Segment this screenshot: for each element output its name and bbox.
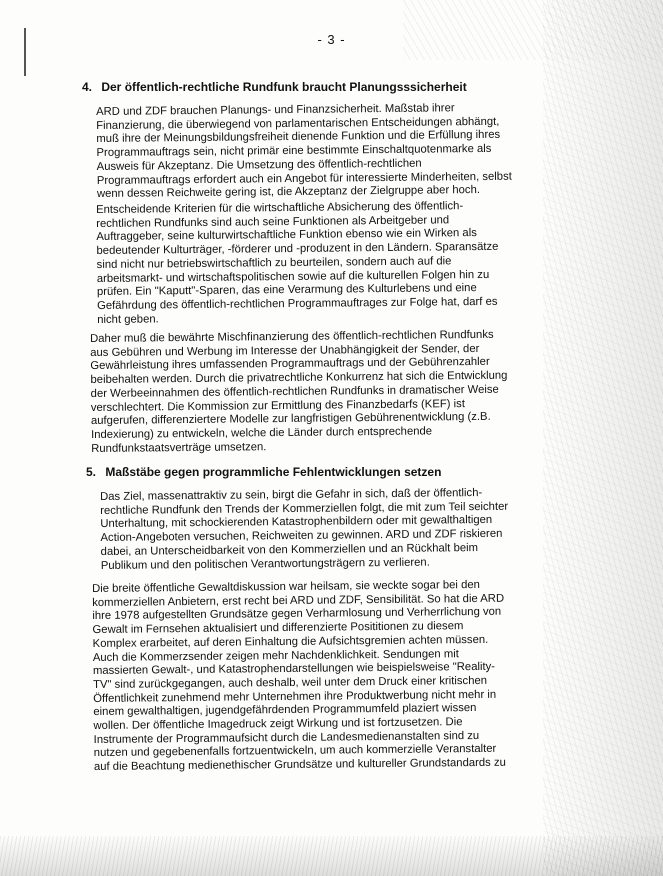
- section-5-paragraph-2: [92, 579, 506, 775]
- text-line: wollen. Der öffentliche Imagedruck zeigt Wirkung und ist fortzusetzen. Die: [93, 716, 463, 733]
- scan-noise-right: [543, 0, 663, 876]
- text-line: arbeitsmarkt- und wirtschaftspolitischen sowie auf die kulturellen Folgen hin zu: [96, 268, 490, 285]
- text-line: dabei, an Unterscheidbarkeit von den Kommerziellen und an Rückhalt beim: [100, 541, 479, 558]
- section-5-heading: [86, 465, 441, 480]
- page-number: - 3 -: [317, 32, 346, 47]
- text-line: beibehalten werden. Durch die privatrechtliche Konkurrenz hat sich die Entwicklung: [90, 369, 508, 387]
- section-4-paragraph-2: [96, 200, 499, 328]
- text-line: Entscheidende Kriterien für die wirtschaftliche Absicherung des öffentlich-: [96, 200, 464, 216]
- text-line: Öffentlichkeit zunehmend mehr Unternehmen ihre Produktwerbung nicht mehr in: [93, 688, 497, 705]
- text-line: nutzen und gegebenenfalls fortzuentwickeln, um auch kommerzielle Veranstalter: [93, 743, 497, 760]
- text-line: Ausweis für Akzeptanz. Die Umsetzung des öffentlich-rechtlichen: [96, 157, 422, 173]
- text-line: Programmauftrags sein, nicht primär eine bestimmte Einschaltquotenmarke als: [96, 142, 492, 160]
- text-line: verschlechtert. Die Kommission zur Ermittlung des Finanzbedarfs (KEF) ist: [90, 397, 466, 414]
- text-line: Daher muß die bewährte Mischfinanzierung des öffentlich-rechtlichen Rundfunks: [90, 328, 494, 345]
- text-line: Gefährdung des öffentlich-rechtlichen Programmauftrages zur Folge hat, darf es: [97, 295, 498, 312]
- text-line: Gewalt im Fernsehen aktualisiert und differenzierte Posititionen zu diesem: [92, 620, 464, 637]
- text-line: prüfen. Ein "Kaputt"-Sparen, das eine Verarmung des Kulturlebens und eine: [96, 282, 477, 299]
- text-line: muß ihre der Meinungsbildungsfreiheit dienende Funktion und die Erfüllung ihres: [96, 129, 501, 146]
- text-line: TV" sind zurückgegangen, auch deshalb, weil unter dem Druck einer kritischen: [93, 674, 488, 691]
- text-line: rechtliche Rundfunk den Trends der Kommerziellen folgt, die mit zum Teil seichter: [100, 500, 509, 517]
- scan-noise-top: [403, 0, 663, 60]
- text-line: ihre 1978 aufgestellten Grundsätze gegen Verharmlosung und Verherrlichung von: [92, 606, 502, 623]
- text-line: ARD und ZDF brauchen Planungs- und Finanzsicherheit. Maßstab ihrer: [96, 102, 455, 118]
- text-line: bedeutender Kulturträger, -förderer und -produzent in den Ländern. Sparansätze: [96, 240, 499, 258]
- section-4-title: Der öffentlich-rechtliche Rundfunk braucht Planungsssicherheit: [101, 80, 467, 94]
- text-line: Publikum und den politischen Verantwortungsträgern zu verlieren.: [100, 556, 430, 572]
- text-line: Unterhaltung, mit schockierenden Katastrophenbildern oder mit gewalthaltigen: [100, 514, 493, 531]
- text-line: Auch die Kommerzsender zeigen mehr Nachdenklichkeit. Sendungen mit: [92, 647, 459, 664]
- section-4-heading: [82, 80, 467, 95]
- text-line: Instrumente der Programmaufsicht durch die Landesmedienanstalten sind zu: [93, 729, 480, 746]
- scan-noise-bottom: [0, 836, 663, 876]
- text-line: auf die Beachtung medienethischer Grundsätze und kultureller Grundstandards zu: [93, 756, 506, 774]
- section-5-paragraph-1: [100, 487, 509, 573]
- text-line: Komplex erarbeitet, auf deren Einhaltung die Aufsichtsgremien achten müssen.: [92, 633, 489, 650]
- text-line: Finanzierung, die überwiegend von parlamentarischen Entscheidungen abhängt,: [96, 115, 500, 132]
- section-4-paragraph-3: [90, 329, 508, 457]
- text-line: Das Ziel, massenattraktiv zu sein, birgt die Gefahr in sich, daß der öffentlich-: [100, 486, 483, 503]
- text-line: Action-Angeboten versuchen, Reichweiten zu gewinnen. ARD und ZDF riskieren: [100, 527, 503, 545]
- text-line: aufgerufen, differenziertere Modelle zur langfristigen Gebührenentwicklung (z.B.: [90, 411, 491, 428]
- text-line: Auftraggeber, seine kulturwirtschaftliche Funktion ebenso wie ein Wirken als: [96, 227, 477, 244]
- text-line: sind nicht nur betriebswirtschaftlich zu beurteilen, sondern auch auf die: [96, 255, 452, 271]
- text-line: kommerziellen Anbietern, erst recht bei ARD und ZDF, Sensibilität. So hat die ARD: [92, 592, 505, 609]
- section-4-paragraph-1: [96, 102, 512, 202]
- text-line: Rundfunkstaatsverträge umsetzen.: [91, 440, 267, 455]
- section-4-number: 4.: [82, 80, 93, 94]
- text-line: wenn dessen Reichweite gering ist, die Akzeptanz der Zielgruppe aber hoch.: [96, 184, 481, 201]
- section-5-number: 5.: [86, 465, 97, 479]
- text-line: Indexierung) zu entwickeln, welche die Länder durch entsprechende: [91, 425, 433, 441]
- text-line: Gewährleistung ihres umfassenden Programmauftrags und der Gebührenzahler: [90, 356, 490, 373]
- text-line: Die breite öffentliche Gewaltdiskussion war heilsam, sie weckte sogar bei den: [92, 578, 480, 595]
- section-5-title: Maßstäbe gegen programmliche Fehlentwicklungen setzen: [105, 465, 442, 479]
- text-line: Programmauftrags erfordert auch ein Angebot für interessierte Minderheiten, selbst: [96, 170, 512, 187]
- text-line: massierten Gewalt-, und Katastrophendarstellungen wie beispielsweise "Reality-: [92, 661, 496, 678]
- text-line: aus Gebühren und Werbung im Interesse der Unabhängigkeit der Sender, der: [90, 342, 480, 359]
- text-line: einem gewalthaltigen, jugendgefährdenden Programmumfeld plaziert wissen: [93, 702, 477, 719]
- text-line: nicht geben.: [97, 312, 159, 326]
- text-line: rechtlichen Rundfunks sind auch seine Funktionen als Arbeitgeber und: [96, 214, 450, 230]
- text-line: der Werbeeinnahmen des öffentlich-rechtlichen Rundfunks in dramatischer Weise: [90, 383, 499, 400]
